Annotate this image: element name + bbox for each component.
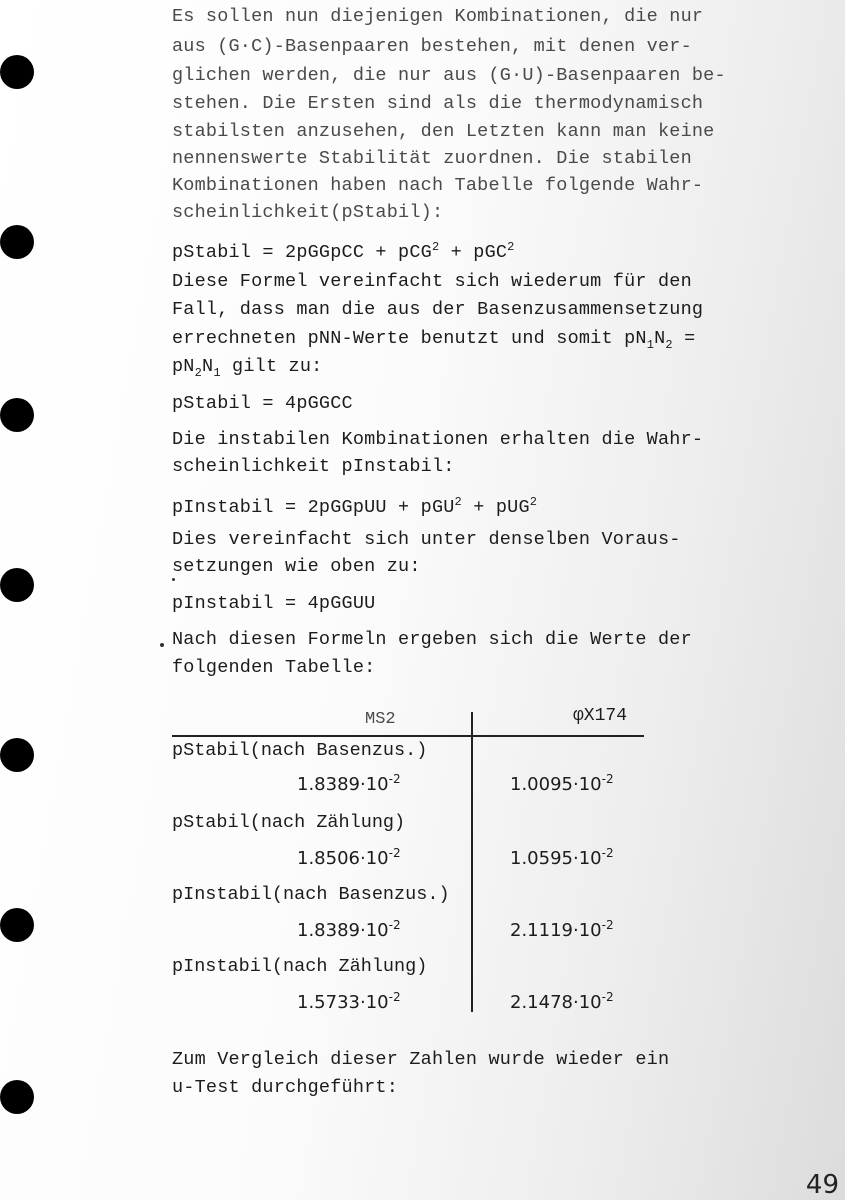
formula-pinstabil-simplified: pInstabil = 4pGGUU (172, 593, 376, 614)
text-line: Dies vereinfacht sich unter denselben Voraus- (172, 529, 681, 550)
text-line: nennenswerte Stabilität zuordnen. Die stabilen (172, 148, 692, 169)
table-divider-horizontal (172, 735, 644, 737)
binder-hole (0, 568, 34, 602)
table-cell-phix174: $1.0095\cdot 10^{-2}$ (510, 772, 614, 795)
table-cell-ms2: $1.8389\cdot 10^{-2}$ (297, 918, 401, 941)
table-cell-phix174: $2.1119\cdot 10^{-2}$ (510, 918, 614, 941)
pencil-mark (160, 643, 164, 647)
text-line: Nach diesen Formeln ergeben sich die Werte der (172, 629, 692, 650)
text-line: scheinlichkeit(pStabil): (172, 202, 444, 223)
text-line: stabilsten anzusehen, den Letzten kann man keine (172, 121, 715, 142)
text-line: Die instabilen Kombinationen erhalten die Wahr- (172, 429, 704, 450)
table-cell-ms2: $1.8389\cdot 10^{-2}$ (297, 772, 401, 795)
table-row-label: pInstabil(nach Zählung) (172, 956, 428, 977)
formula-pstabil: pStabil = 2pGGpCC + pCG$^2$ + pGC$^2$ (172, 240, 515, 263)
formula-pinstabil: pInstabil = 2pGGpUU + pGU$^2$ + pUG$^2$ (172, 495, 538, 518)
table-row-label: pStabil(nach Zählung) (172, 812, 406, 833)
text-line: Kombinationen haben nach Tabelle folgende Wahr- (172, 175, 704, 196)
text-line: aus (G·C)-Basenpaaren bestehen, mit denen ver- (172, 36, 692, 57)
text-line: u-Test durchgeführt: (172, 1077, 399, 1098)
table-row-label: pInstabil(nach Basenzus.) (172, 884, 450, 905)
table-cell-ms2: $1.5733\cdot 10^{-2}$ (297, 990, 401, 1013)
text-line: Diese Formel vereinfacht sich wiederum für den (172, 271, 692, 292)
text-line: Fall, dass man die aus der Basenzusammensetzung (172, 299, 704, 320)
table-row-label: pStabil(nach Basenzus.) (172, 740, 428, 761)
binder-hole (0, 1080, 34, 1114)
text-line: $pN_2N_1$ gilt zu: (172, 356, 323, 380)
text-line: Es sollen nun diejenigen Kombinationen, die nur (172, 6, 704, 27)
table-header-phix174: φX174 (573, 706, 628, 726)
table-header-ms2: MS2 (365, 710, 396, 729)
table-cell-phix174: $1.0595\cdot 10^{-2}$ (510, 846, 614, 869)
text-line: setzungen wie oben zu: (172, 556, 421, 577)
text-line: folgenden Tabelle: (172, 657, 376, 678)
binder-hole (0, 398, 34, 432)
text-line: errechneten pNN-Werte benutzt und somit $pN_1N_2$ = (172, 328, 696, 352)
table-cell-phix174: $2.1478\cdot 10^{-2}$ (510, 990, 614, 1013)
table-divider-vertical (471, 712, 473, 1012)
formula-pstabil-simplified: pStabil = 4pGGCC (172, 393, 353, 414)
binder-hole (0, 225, 34, 259)
text-line: Zum Vergleich dieser Zahlen wurde wieder ein (172, 1049, 670, 1070)
text-line: scheinlichkeit pInstabil: (172, 456, 455, 477)
table-cell-ms2: $1.8506\cdot 10^{-2}$ (297, 846, 401, 869)
pencil-mark (172, 578, 175, 581)
binder-hole (0, 738, 34, 772)
binder-hole (0, 908, 34, 942)
page-number: 49 (805, 1170, 839, 1200)
binder-hole (0, 55, 34, 89)
text-line: stehen. Die Ersten sind als die thermodynamisch (172, 93, 704, 114)
text-line: glichen werden, die nur aus (G·U)-Basenpaaren be- (172, 65, 726, 86)
